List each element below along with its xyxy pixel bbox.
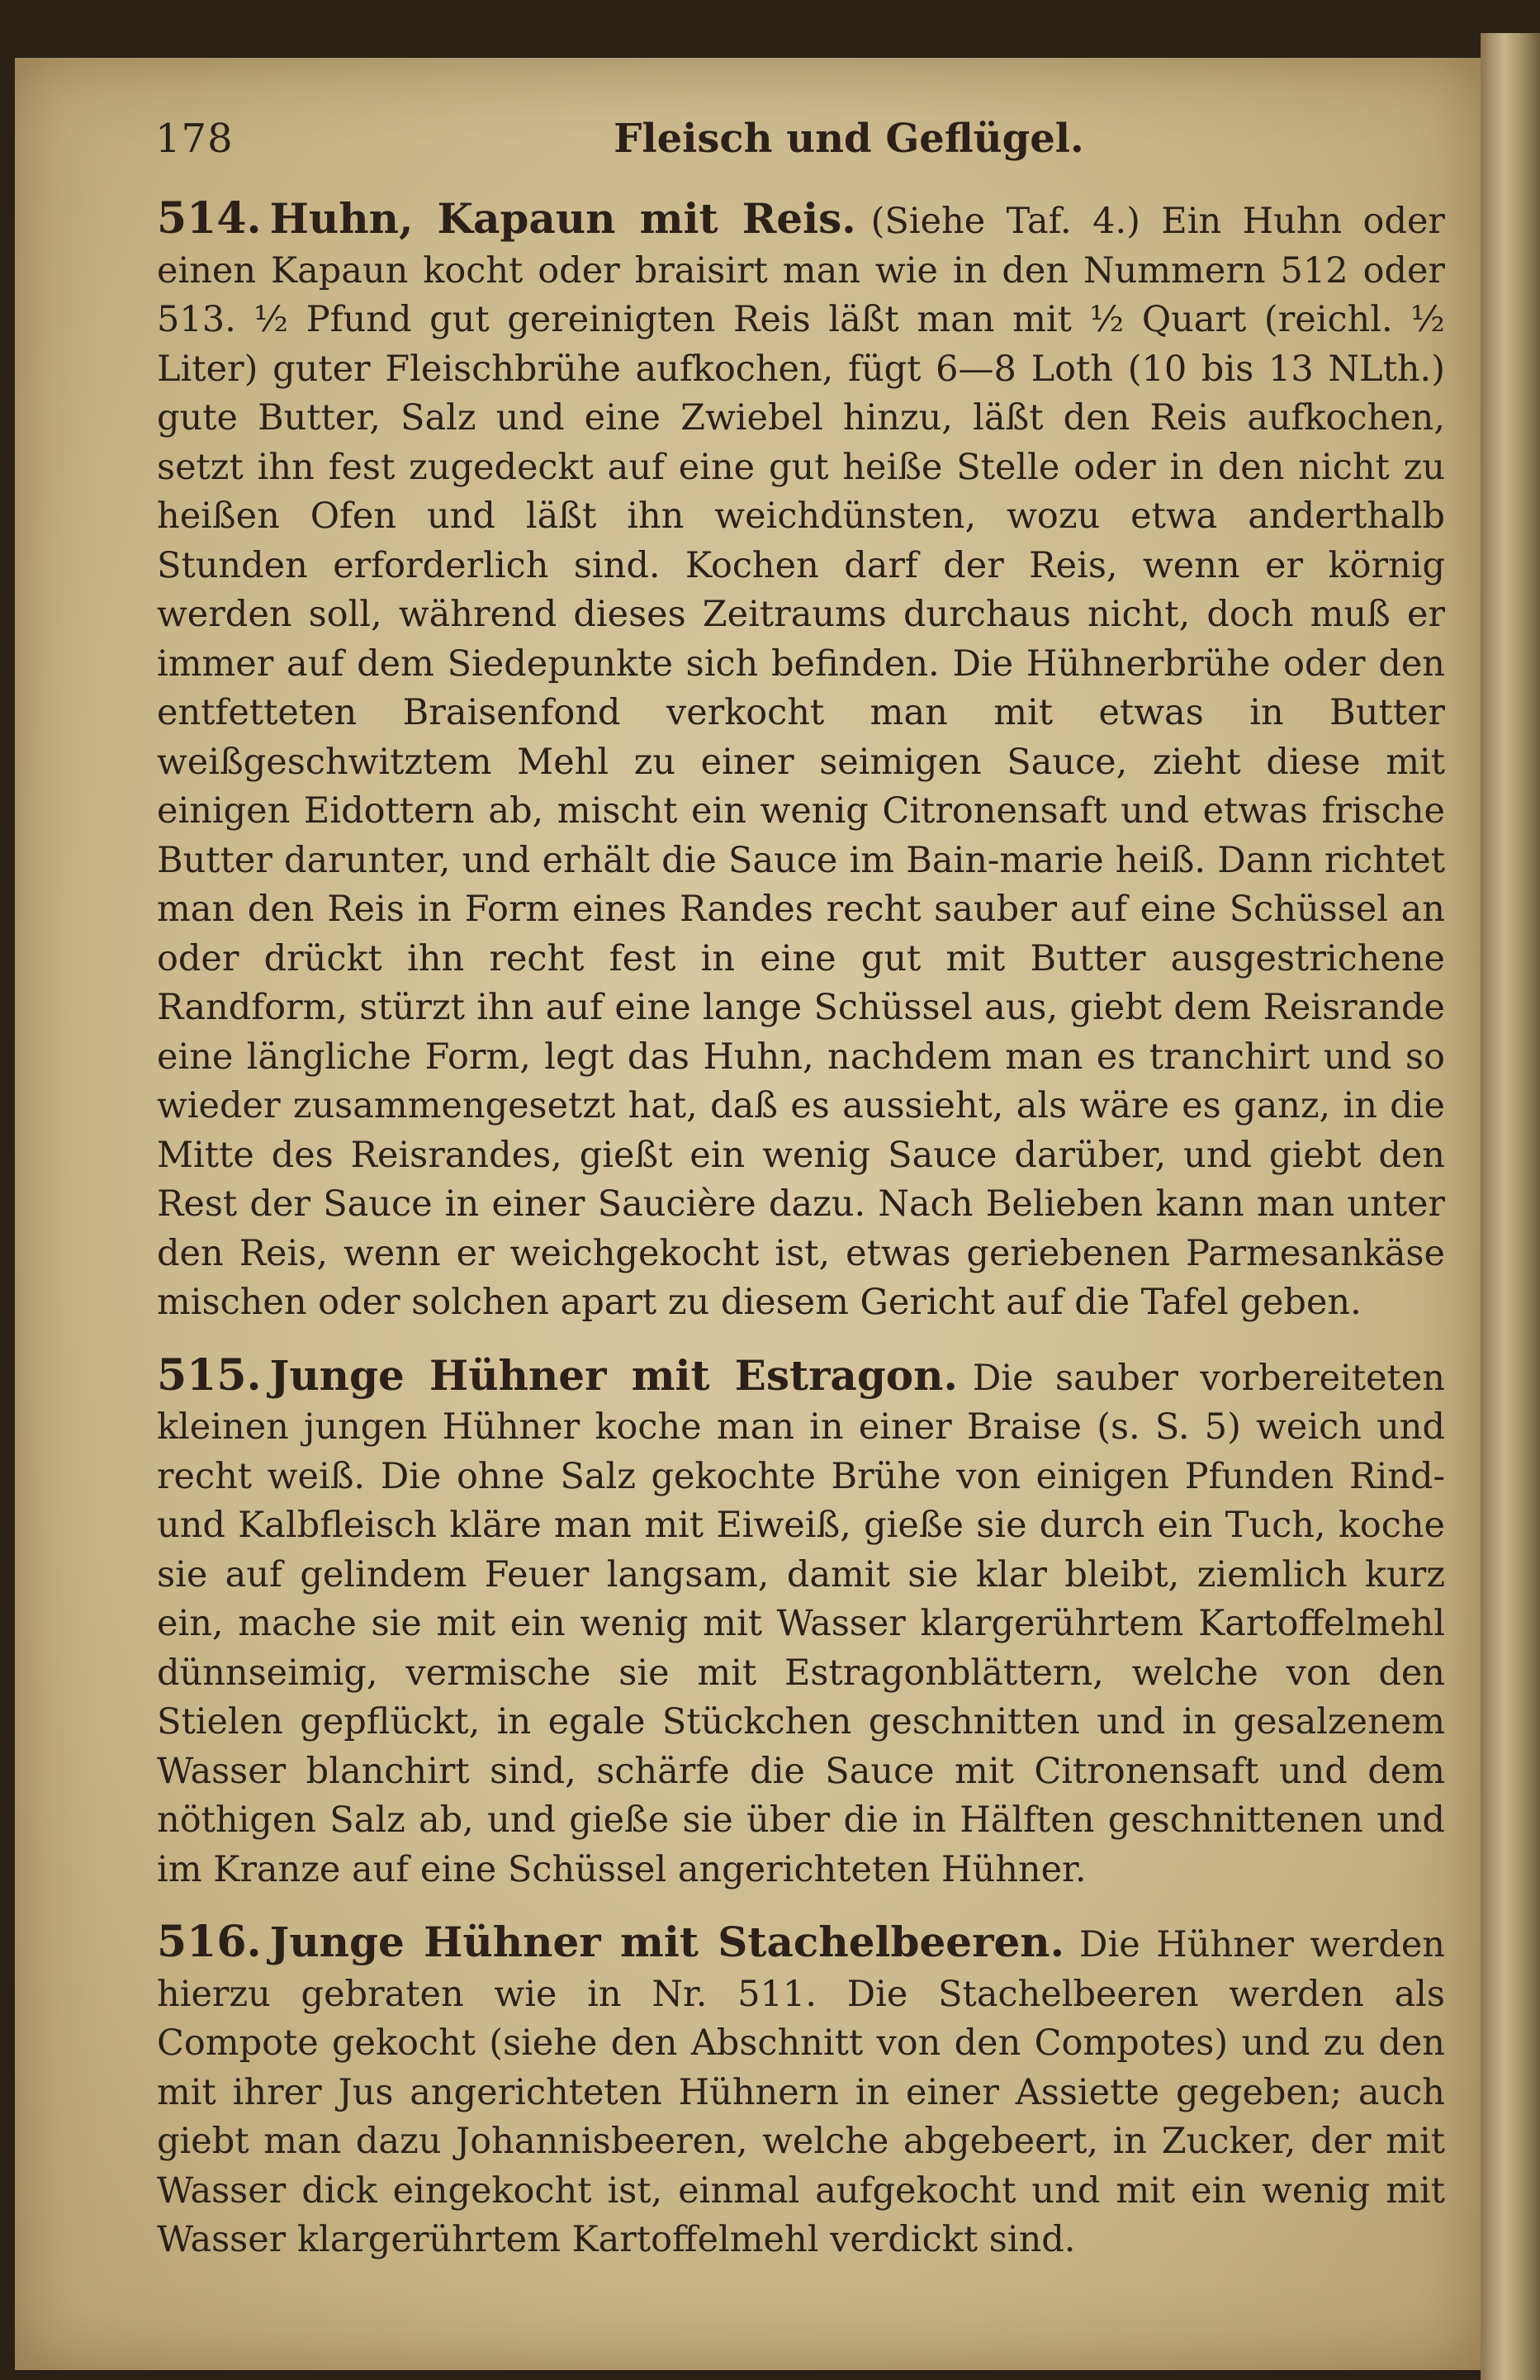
recipe-body: Die Hühner werden hierzu gebraten wie in Nr. 511. Die Stachelbeeren werden als Compote gekocht (siehe den Abschnitt von den Compotes) und zu den mit ihrer Jus angerichteten Hühnern in einer Assiette gegeben; auch giebt man dazu Johannisbeeren, welche abgebeert, in Zucker, der mit Wasser dick eingekocht ist, einmal aufgekocht und mit ein wenig mit Wasser klargerührtem Kartoffelmehl verdickt sind. [157,1924,1445,2260]
recipe-515 [157,1351,1445,1895]
recipe-514 [157,194,1445,1328]
page-number: 178 [155,116,234,162]
recipe-number: 514. [157,193,262,244]
recipe-body: (Siehe Taf. 4.) Ein Huhn oder einen Kapaun kocht oder braisirt man wie in den Nummern 512 oder 513. ½ Pfund gut gereinigten Reis läßt man mit ½ Quart (reichl. ½ Liter) guter Fleischbrühe aufkochen, fügt 6—8 Loth (10 bis 13 NLth.) gute Butter, Salz und eine Zwiebel hinzu, läßt den Reis aufkochen, setzt ihn fest zugedeckt auf eine gut heiße Stelle oder in den nicht zu heißen Ofen und läßt ihn weichdünsten, wozu etwa anderthalb Stunden erforderlich sind. Kochen darf der Reis, wenn er körnig werden soll, während dieses Zeitraums durchaus nicht, doch muß er immer auf dem Siedepunkte sich befinden. Die Hühnerbrühe oder den entfetteten Braisenfond verkocht man mit etwas in Butter weißgeschwitztem Mehl zu einer seimigen Sauce, zieht diese mit einigen Eidottern ab, mischt ein wenig Citronensaft und etwas frische Butter darunter, und erhält die Sauce im Bain-marie heiß. Dann richtet man den Reis in Form eines Randes recht sauber auf eine Schüssel an oder drückt ihn recht fest in eine gut mit Butter ausgestrichene Randform, stürzt ihn auf eine lange Schüssel aus, giebt dem Reisrande eine längliche Form, legt das Huhn, nachdem man es tranchirt und so wieder zusammengesetzt hat, daß es aussieht, als wäre es ganz, in die Mitte des Reisrandes, gießt ein wenig Sauce darüber, und giebt den Rest der Sauce in einer Saucière dazu. Nach Belieben kann man unter den Reis, wenn er weichgekocht ist, etwas geriebenen Parmesankäse mischen oder solchen apart zu diesem Gericht auf die Tafel geben. [157,201,1445,1323]
recipe-516 [157,1918,1445,2265]
recipe-title: Huhn, Kapaun mit Reis. [269,194,856,243]
recipe-paragraph [157,1918,1445,2265]
page-header [155,116,1460,173]
recipe-title: Junge Hühner mit Estragon. [269,1350,958,1400]
recipe-number: 516. [157,1917,262,1967]
page-body [157,194,1445,2265]
recipe-paragraph [157,194,1445,1328]
recipe-paragraph [157,1351,1445,1895]
running-head: Fleisch und Geflügel. [614,116,1084,162]
book-spine [1481,33,1540,2380]
recipe-number: 515. [157,1349,262,1401]
recipe-title: Junge Hühner mit Stachelbeeren. [269,1918,1065,1966]
recipe-body: Die sauber vorbereiteten kleinen jungen Hühner koche man in einer Braise (s. S. 5) weich und recht weiß. Die ohne Salz gekochte Brühe von einigen Pfunden Rind- und Kalbfleisch kläre man mit Eiweiß, gieße sie durch ein Tuch, koche sie auf gelindem Feuer langsam, damit sie klar bleibt, ziemlich kurz ein, mache sie mit ein wenig mit Wasser klargerührtem Kartoffelmehl dünnseimig, vermische sie mit Estragonblättern, welche von den Stielen gepflückt, in egale Stückchen geschnitten und in gesalzenem Wasser blanchirt sind, schärfe die Sauce mit Citronensaft und dem nöthigen Salz ab, und gieße sie über die in Hälften geschnittenen und im Kranze auf eine Schüssel angerichteten Hühner. [157,1357,1445,1890]
